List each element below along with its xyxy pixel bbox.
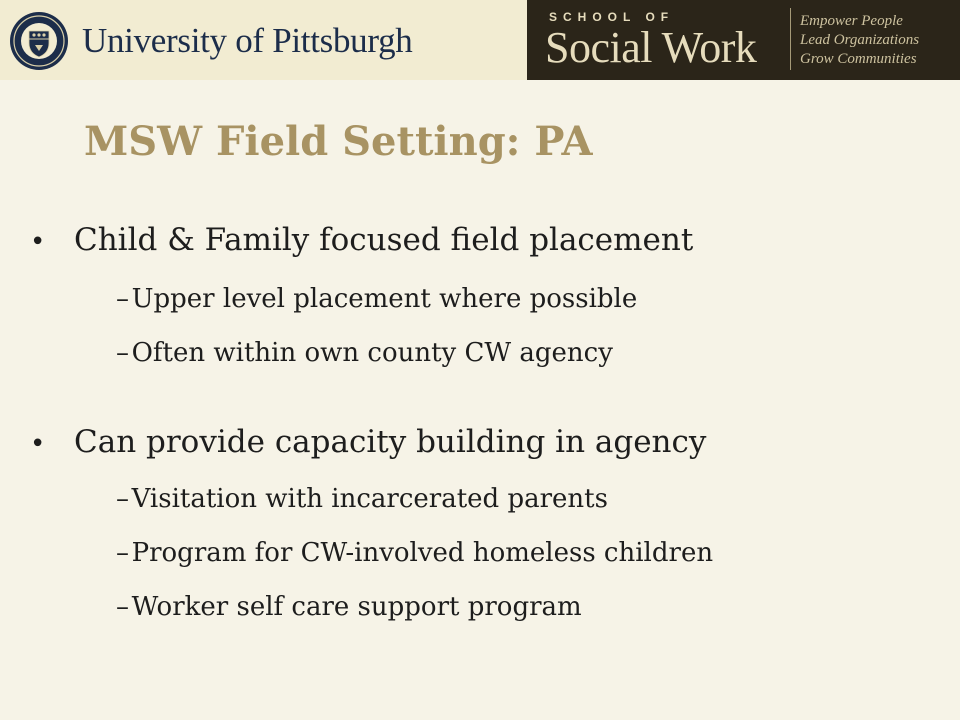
sub-bullet-marker: – [116,284,129,314]
school-of-label: SCHOOL OF [549,10,675,24]
sub-bullet-marker: – [116,338,129,368]
bullet-marker: • [30,227,46,257]
tagline-line: Lead Organizations [800,32,920,48]
school-banner [527,0,960,80]
sub-bullet-text: Program for CW-involved homeless children [131,538,714,568]
sub-bullet-item [116,284,637,314]
sub-bullet-item [116,538,713,568]
university-seal-icon [9,11,69,71]
university-banner [0,0,527,80]
sub-bullet-text: Often within own county CW agency [131,338,613,368]
bullet-text: Can provide capacity building in agency [74,424,707,460]
tagline-line: Empower People [800,13,903,29]
school-tagline [800,12,919,69]
sub-bullet-marker: – [116,538,129,568]
sub-bullet-marker: – [116,484,129,514]
slide-header [0,0,960,80]
university-name: University of Pittsburgh [82,21,413,60]
school-name: Social Work [545,23,757,72]
bullet-marker: • [30,429,46,459]
sub-bullet-text: Worker self care support program [131,592,582,622]
bullet-text: Child & Family focused field placement [74,222,694,258]
slide-title: MSW Field Setting: PA [84,118,593,165]
sub-bullet-item [116,338,613,368]
banner-divider [790,8,791,70]
sub-bullet-item [116,592,582,622]
bullet-item [30,222,693,258]
bullet-item [30,424,706,460]
sub-bullet-text: Visitation with incarcerated parents [131,484,608,514]
sub-bullet-text: Upper level placement where possible [131,284,638,314]
tagline-line: Grow Communities [800,51,917,67]
sub-bullet-item [116,484,608,514]
sub-bullet-marker: – [116,592,129,622]
